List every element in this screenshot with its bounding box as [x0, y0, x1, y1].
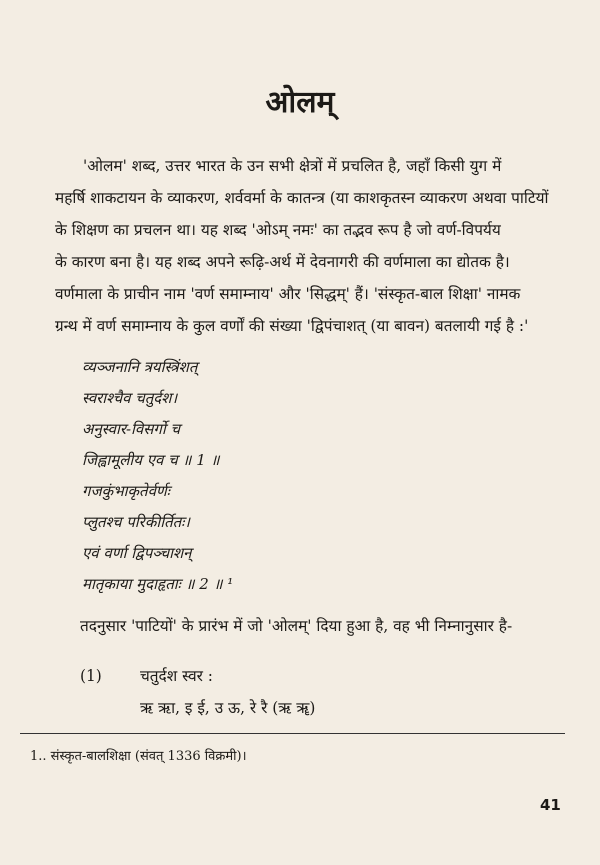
item-letters: ऋ ऋा, इ ई, उ ऊ, रे रै (ऋ ॠ) [140, 699, 316, 717]
list-item [80, 660, 315, 724]
verse-line: जिह्वामूलीय एव च ॥ 1 ॥ [82, 451, 220, 469]
page-title: ओलम् [265, 85, 335, 120]
verse-line: स्वराश्चैव चतुर्दश। [82, 389, 178, 407]
verse-line: मातृकाया मुदाहृताः ॥ 2 ॥ ¹ [82, 575, 234, 593]
sanskrit-verse [82, 352, 233, 600]
follow-paragraph: तदनुसार 'पाटियों' के प्रारंभ में जो 'ओलम्' दिया हुआ है, वह भी निम्नानुसार है- [80, 617, 513, 635]
verse-line: गजकुंभाकृतेर्वर्णः [82, 482, 170, 500]
paragraph-line: ग्रन्थ में वर्ण समाम्नाय के कुल वर्णों की संख्या 'द्विपंचाशत् (या बावन) बतलायी गई है :' [55, 317, 529, 335]
verse-line: व्यञ्जनानि त्रयस्त्रिंशत् [82, 358, 198, 376]
paragraph-line: 'ओलम' शब्द, उत्तर भारत के उन सभी क्षेत्रों में प्रचलित है, जहाँ किसी युग में [83, 157, 502, 175]
verse-line: एवं वर्णा द्विपञ्चाशन् [82, 544, 192, 562]
intro-paragraph [55, 150, 568, 342]
paragraph-line: के शिक्षण का प्रचलन था। यह शब्द 'ओऽम् नमः' का तद्भव रूप है जो वर्ण-विपर्यय [55, 221, 501, 239]
verse-line: अनुस्वार-विसर्गो च [82, 420, 181, 438]
footnote: 1.. संस्कृत-बालशिक्षा (संवत् 1336 विक्रमी)। [30, 749, 247, 764]
paragraph-line: वर्णमाला के प्राचीन नाम 'वर्ण समाम्नाय' और 'सिद्धम्' हैं। 'संस्कृत-बाल शिक्षा' नामक [55, 285, 521, 303]
paragraph-line: महर्षि शाकटायन के व्याकरण, शर्ववर्मा के कातन्त्र (या काशकृतस्न व्याकरण अथवा पाटियों [55, 189, 549, 207]
verse-line: प्लुतश्च परिकीर्तितः। [82, 513, 190, 531]
item-heading: चतुर्दश स्वर : [140, 667, 213, 685]
paragraph-line: के कारण बना है। यह शब्द अपने रूढ़ि-अर्थ में देवनागरी की वर्णमाला का द्योतक है। [55, 253, 510, 271]
item-number: (1) [80, 667, 102, 685]
footnote-divider [20, 733, 565, 734]
page-number: 41 [540, 796, 561, 814]
